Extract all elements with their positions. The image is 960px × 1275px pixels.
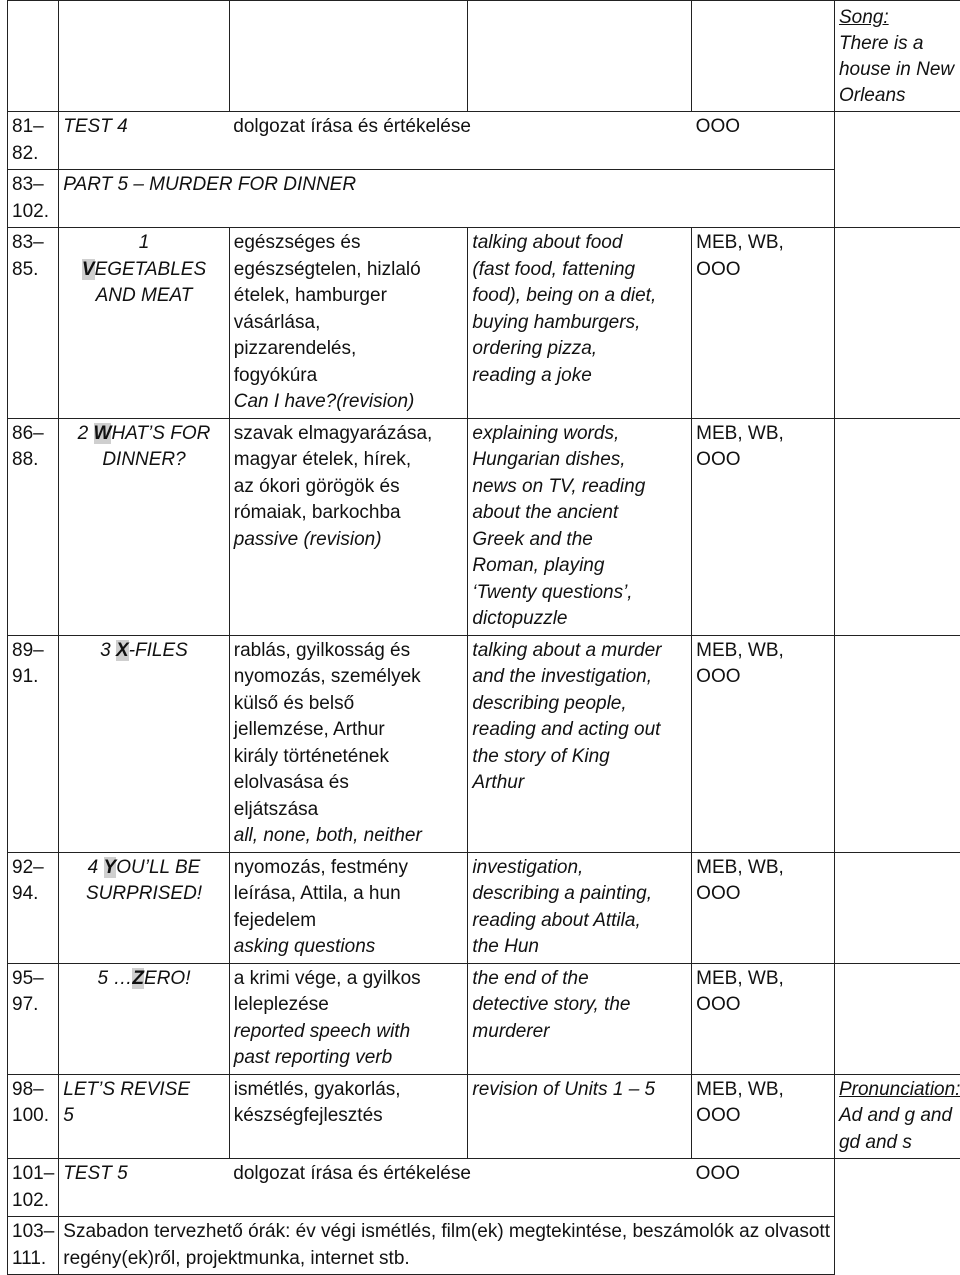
hours-cell: 89–91. <box>8 635 59 852</box>
unit-title-cell <box>59 228 229 419</box>
unit-initial: Z <box>132 968 144 989</box>
materials-line: MEB, WB, <box>696 966 830 993</box>
topic-line: reading and acting out <box>472 717 687 744</box>
topic-line: detective story, the <box>472 992 687 1019</box>
unit-title-cell <box>59 963 229 1074</box>
topic-line: describing a painting, <box>472 881 687 908</box>
test-description: dolgozat írása és értékelése <box>229 112 691 170</box>
empty-cell <box>834 228 960 419</box>
topics-hu-cell <box>229 963 468 1074</box>
topic-line: Hungarian dishes, <box>472 447 687 474</box>
materials-cell <box>692 228 835 419</box>
topic-line: egészséges és <box>234 230 464 257</box>
topic-line: Greek and the <box>472 527 687 554</box>
test5-row <box>8 1159 960 1217</box>
materials-cell <box>692 852 835 963</box>
topics-en-cell <box>468 635 692 852</box>
unit-title-rest: OU’LL BE <box>116 857 200 878</box>
materials-line: OOO <box>696 881 830 908</box>
topic-line: talking about food <box>472 230 687 257</box>
topic-line: jellemzése, Arthur <box>234 717 464 744</box>
materials-line: OOO <box>696 992 830 1019</box>
pronunciation-label: Pronunciation: <box>839 1077 960 1104</box>
grammar-line: reported speech with <box>234 1019 464 1046</box>
topic-line: talking about a murder <box>472 638 687 665</box>
pronunciation-cell <box>834 1074 960 1159</box>
topics-hu-cell <box>229 1074 468 1159</box>
hours-line: 102. <box>12 1188 54 1215</box>
topic-line: the end of the <box>472 966 687 993</box>
topic-line: pizzarendelés, <box>234 336 464 363</box>
topic-line: magyar ételek, hírek, <box>234 447 464 474</box>
document-page <box>7 0 960 1275</box>
materials-cell <box>692 418 835 635</box>
topic-line: nyomozás, személyek <box>234 664 464 691</box>
empty-cell <box>59 1 229 112</box>
free-text-line: regény(ek)ről, projektmunka, internet stb. <box>63 1246 830 1273</box>
topic-line: the story of King <box>472 744 687 771</box>
unit-initial: X <box>116 640 129 661</box>
unit-title-rest: ERO! <box>144 968 190 989</box>
unit2-row <box>8 418 960 635</box>
test-description: dolgozat írása és értékelése <box>229 1159 691 1217</box>
topic-line: buying hamburgers, <box>472 310 687 337</box>
topics-en-cell: revision of Units 1 – 5 <box>468 1074 692 1159</box>
unit-title-cell <box>59 418 229 635</box>
empty-cell <box>468 1 692 112</box>
hours-line: 83– <box>12 172 54 199</box>
topic-line: leleplezése <box>234 992 464 1019</box>
topic-line: (fast food, fattening <box>472 257 687 284</box>
grammar-line: Can I have?(revision) <box>234 389 464 416</box>
topic-line: rómaiak, barkochba <box>234 500 464 527</box>
topic-line: egészségtelen, hizlaló <box>234 257 464 284</box>
materials-line: OOO <box>696 447 830 474</box>
unit-number: 2 <box>78 423 89 444</box>
topic-line: the Hun <box>472 934 687 961</box>
topic-line: murderer <box>472 1019 687 1046</box>
topic-line: elolvasása és <box>234 770 464 797</box>
free-hours-row <box>8 1217 960 1275</box>
unit-number: 4 <box>88 857 99 878</box>
unit-title-rest: AND MEAT <box>63 283 224 310</box>
topic-line: király történetének <box>234 744 464 771</box>
topic-line: Roman, playing <box>472 553 687 580</box>
hours-cell: 95–97. <box>8 963 59 1074</box>
unit-number: 5 … <box>98 968 133 989</box>
materials-line: OOO <box>696 257 830 284</box>
topics-en-cell <box>468 228 692 419</box>
topic-line: and the investigation, <box>472 664 687 691</box>
unit-number: 3 <box>100 640 111 661</box>
song-label: Song: <box>839 5 960 31</box>
hours-line: 111. <box>12 1246 54 1273</box>
topic-line: készségfejlesztés <box>234 1103 464 1130</box>
empty-cell <box>692 1 835 112</box>
materials-line: MEB, WB, <box>696 1077 830 1104</box>
topic-line: eljátszása <box>234 797 464 824</box>
unit-initial: W <box>94 423 112 444</box>
topic-line: fogyókúra <box>234 363 464 390</box>
materials-line: MEB, WB, <box>696 638 830 665</box>
hours-cell <box>8 170 59 228</box>
topics-en-cell <box>468 963 692 1074</box>
topic-line: a krimi vége, a gyilkos <box>234 966 464 993</box>
topic-line: az ókori görögök és <box>234 474 464 501</box>
unit-title-cell <box>59 852 229 963</box>
free-text-line: Szabadon tervezhető órák: év végi ismétlés, film(ek) megtekintése, beszámolók az olvasott <box>63 1219 830 1246</box>
part-title: PART 5 – MURDER FOR DINNER <box>59 170 835 228</box>
empty-cell <box>834 963 960 1074</box>
unit4-row <box>8 852 960 963</box>
song-cell <box>834 1 960 112</box>
materials-cell: OOO <box>692 1159 835 1217</box>
empty-cell <box>834 852 960 963</box>
topic-line: reading a joke <box>472 363 687 390</box>
topic-line: szavak elmagyarázása, <box>234 421 464 448</box>
empty-cell <box>229 1 468 112</box>
materials-line: MEB, WB, <box>696 421 830 448</box>
hours-line: 101– <box>12 1161 54 1188</box>
grammar-line: passive (revision) <box>234 527 464 554</box>
topics-en-cell <box>468 418 692 635</box>
hours-cell: 86–88. <box>8 418 59 635</box>
hours-line: 102. <box>12 199 54 226</box>
topic-line: Arthur <box>472 770 687 797</box>
song-title-line: house in New <box>839 57 960 83</box>
header-row <box>8 1 960 112</box>
song-title-line: There is a <box>839 31 960 57</box>
test-label: TEST 5 <box>59 1159 229 1217</box>
unit-title-rest: -FILES <box>129 640 188 661</box>
unit-title-rest: 5 <box>63 1103 224 1130</box>
grammar-line: all, none, both, neither <box>234 823 464 850</box>
hours-cell <box>8 1074 59 1159</box>
hours-cell: 83–85. <box>8 228 59 419</box>
materials-line: MEB, WB, <box>696 855 830 882</box>
unit5-row <box>8 963 960 1074</box>
grammar-line: asking questions <box>234 934 464 961</box>
topic-line: vásárlása, <box>234 310 464 337</box>
unit-title-cell <box>59 635 229 852</box>
topic-line: explaining words, <box>472 421 687 448</box>
topic-line: investigation, <box>472 855 687 882</box>
topic-line: food), being on a diet, <box>472 283 687 310</box>
materials-line: OOO <box>696 1103 830 1130</box>
unit-title-rest: DINNER? <box>63 447 224 474</box>
grammar-line: past reporting verb <box>234 1045 464 1072</box>
part5-row <box>8 170 960 228</box>
topic-line: news on TV, reading <box>472 474 687 501</box>
topic-line: dictopuzzle <box>472 606 687 633</box>
materials-cell <box>692 635 835 852</box>
hours-line: 100. <box>12 1103 54 1130</box>
unit3-row <box>8 635 960 852</box>
unit1-row <box>8 228 960 419</box>
unit-title-cell <box>59 1074 229 1159</box>
materials-cell <box>692 963 835 1074</box>
empty-cell <box>834 1159 960 1275</box>
topic-line: külső és belső <box>234 691 464 718</box>
hours-line: 103– <box>12 1219 54 1246</box>
hours-line: 98– <box>12 1077 54 1104</box>
hours-cell <box>8 1159 59 1217</box>
curriculum-table <box>7 0 960 1275</box>
topic-line: rablás, gyilkosság és <box>234 638 464 665</box>
song-title-line: Orleans <box>839 83 960 109</box>
test-label: TEST 4 <box>59 112 229 170</box>
topic-line: leírása, Attila, a hun <box>234 881 464 908</box>
materials-cell: OOO <box>692 112 835 170</box>
topic-line: ismétlés, gyakorlás, <box>234 1077 464 1104</box>
free-hours-text <box>59 1217 835 1275</box>
hours-cell: 81–82. <box>8 112 59 170</box>
topic-line: nyomozás, festmény <box>234 855 464 882</box>
hours-cell: 92–94. <box>8 852 59 963</box>
empty-cell <box>834 635 960 852</box>
topic-line: describing people, <box>472 691 687 718</box>
unit-initial: V <box>82 259 95 280</box>
pronunciation-line: gd and s <box>839 1130 960 1157</box>
unit-title-rest: SURPRISED! <box>63 881 224 908</box>
materials-line: OOO <box>696 664 830 691</box>
topics-hu-cell <box>229 635 468 852</box>
unit-number: 1 <box>63 230 224 257</box>
topics-en-cell <box>468 852 692 963</box>
topics-hu-cell <box>229 418 468 635</box>
topics-hu-cell <box>229 852 468 963</box>
empty-cell <box>834 418 960 635</box>
test4-row <box>8 112 960 170</box>
topic-line: reading about Attila, <box>472 908 687 935</box>
topics-hu-cell <box>229 228 468 419</box>
topic-line: about the ancient <box>472 500 687 527</box>
topic-line: fejedelem <box>234 908 464 935</box>
topic-line: ételek, hamburger <box>234 283 464 310</box>
revise-row <box>8 1074 960 1159</box>
unit-title-rest: LET’S REVISE <box>63 1077 224 1104</box>
empty-cell <box>834 112 960 228</box>
materials-line: MEB, WB, <box>696 230 830 257</box>
pronunciation-line: Ad and g and <box>839 1103 960 1130</box>
topic-line: ordering pizza, <box>472 336 687 363</box>
unit-title-rest: EGETABLES <box>95 259 207 280</box>
empty-cell <box>8 1 59 112</box>
topic-line: ‘Twenty questions’, <box>472 580 687 607</box>
unit-initial: Y <box>104 857 117 878</box>
hours-cell <box>8 1217 59 1275</box>
materials-cell <box>692 1074 835 1159</box>
unit-title-rest: HAT’S FOR <box>111 423 210 444</box>
